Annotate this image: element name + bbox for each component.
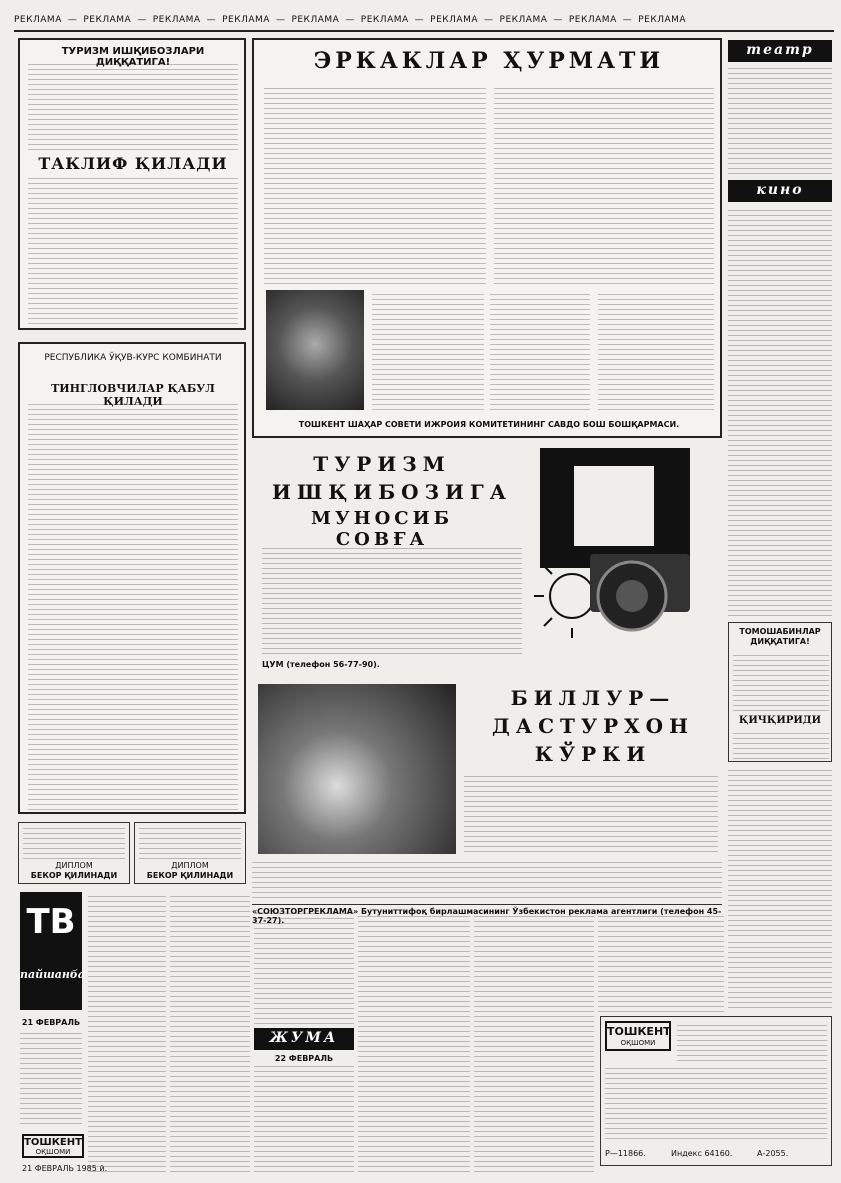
crystal-ad-photo xyxy=(258,684,456,854)
perfume-ad xyxy=(252,38,722,438)
spectators-text xyxy=(733,651,829,711)
perfume-ad-heading: ЭРКАКЛАР ҲУРМАТИ xyxy=(313,48,665,74)
tv-schedule-col-5 xyxy=(474,912,594,1172)
camera-lens-inner xyxy=(616,580,648,612)
camera-ad-line3: МУНОСИБ СОВҒА xyxy=(311,508,453,550)
crystal-ad xyxy=(252,684,722,856)
tv-schedule-col-3 xyxy=(254,912,354,1024)
diploma-left-label: ДИПЛОМ xyxy=(55,861,93,870)
tv-weekday: пайшанба xyxy=(20,968,85,981)
index-code: Р—11866. xyxy=(605,1149,646,1158)
tourism-ad-heading: ТУРИЗМ ИШҚИБОЗЛАРИ ДИҚҚАТИГА! xyxy=(61,46,205,68)
ads-label: РЕКЛАМА xyxy=(222,15,270,25)
index-label: Индекс 64160. xyxy=(671,1149,733,1158)
camera-ad-line1: ТУРИЗМ xyxy=(313,452,451,476)
tv-schedule-thursday xyxy=(20,1032,82,1124)
toshkent-info-name: ТОШКЕНТ xyxy=(607,1025,671,1038)
order-label: А-2055. xyxy=(757,1149,789,1158)
ads-header-strip: РЕКЛАМА — РЕКЛАМА — РЕКЛАМА — РЕКЛАМА — РЕКЛАМА — РЕКЛАМА — РЕКЛАМА — РЕКЛАМА — РЕКЛАМА — РЕКЛАМА xyxy=(14,10,834,32)
ads-label: РЕКЛАМА xyxy=(152,15,201,25)
crystal-ad-line2: ДАСТУРХОН xyxy=(492,714,694,738)
toshkent-info-sub: ОҚШОМИ xyxy=(620,1039,656,1047)
theatre-listing xyxy=(728,66,832,174)
paper-logo-bottom xyxy=(22,1134,84,1158)
cinema-listing xyxy=(728,206,832,616)
toshkent-info-text-1 xyxy=(677,1021,827,1061)
perfume-ad-text-right xyxy=(494,84,714,284)
tourism-ad-intro xyxy=(28,64,238,150)
tourism-ad-body xyxy=(28,178,238,324)
combine-ad xyxy=(18,342,246,814)
tourism-ad xyxy=(18,38,246,330)
tv-logo-block xyxy=(20,892,85,1010)
spectators-heading: ТОМОШАБИНЛАР ДИҚҚАТИГА! xyxy=(739,627,821,646)
ads-label: РЕКЛАМА xyxy=(499,15,548,25)
combine-ad-body xyxy=(28,402,238,810)
tv-schedule-col-6 xyxy=(598,912,724,1012)
theatre-schedule-lower-2 xyxy=(728,938,832,1008)
camera-ad-text xyxy=(262,544,522,654)
diploma-notice-right xyxy=(134,822,246,884)
ads-label: РЕКЛАМА xyxy=(360,15,409,25)
ads-label: РЕКЛАМА xyxy=(83,15,132,25)
diploma-right-label: ДИПЛОМ xyxy=(171,861,209,870)
jума-date: 22 ФЕВРАЛЬ xyxy=(274,1054,334,1063)
combine-ad-invite: ТИНГЛОВЧИЛАР ҚАБУЛ ҚИЛАДИ xyxy=(51,382,215,408)
paper-logo-sub: ОҚШОМИ xyxy=(35,1148,71,1156)
tv-schedule-col-3b xyxy=(254,1066,354,1172)
ads-label: РЕКЛАМА xyxy=(568,15,617,25)
camera-sun-icon xyxy=(550,574,594,618)
camera-ad-line2: ИШҚИБОЗИГА xyxy=(272,480,513,504)
tv-schedule-col-4 xyxy=(358,912,470,1172)
cinema-heading: кино xyxy=(756,182,804,198)
theatre-schedule-lower xyxy=(728,766,832,936)
ads-label: РЕКЛАМА xyxy=(291,15,340,25)
camera-ad xyxy=(252,446,722,678)
perfume-ad-photo xyxy=(266,290,364,410)
toshkent-info-box xyxy=(600,1016,832,1166)
crystal-ad-line1: БИЛЛУР— xyxy=(510,686,676,710)
crystal-ad-line3: КЎРКИ xyxy=(534,742,652,766)
theatre-heading-bar xyxy=(728,40,832,62)
toshkent-info-address xyxy=(605,1067,827,1139)
crystal-ad-text xyxy=(464,774,718,852)
perfume-ad-shops-1 xyxy=(372,290,484,410)
paper-date: 21 ФЕВРАЛЬ 1985 й. xyxy=(22,1164,108,1173)
perfume-ad-text-left xyxy=(264,84,486,284)
perfume-ad-footer: ТОШКЕНТ ШАҲАР СОВЕТИ ИЖРОИЯ КОМИТЕТИНИНГ САВДО БОШ БОШҚАРМАСИ. xyxy=(298,420,680,429)
diploma-left-value: БЕКОР ҚИЛИНАДИ xyxy=(30,871,118,880)
camera-ad-store: ЦУМ (телефон 56-77-90). xyxy=(262,660,380,669)
tv-schedule-col-2 xyxy=(170,892,250,1172)
ads-label: РЕКЛАМА xyxy=(430,15,479,25)
jума-heading-bar xyxy=(254,1028,354,1050)
tourism-ad-invite: ТАКЛИФ ҚИЛАДИ xyxy=(38,154,228,173)
spectators-show: ҚИЧҚИРИДИ xyxy=(738,715,822,726)
diploma-notice-left xyxy=(18,822,130,884)
perfume-ad-shops-2 xyxy=(490,290,590,410)
ads-label: РЕКЛАМА xyxy=(638,15,687,25)
spectators-box xyxy=(728,622,832,762)
soyuztorg-line: «СОЮЗТОРГРЕКЛАМА» Бутуниттифоқ бирлашмасининг Ўзбекистон реклама агентлиги (телефон 45-37-27). xyxy=(252,904,722,925)
diploma-right-value: БЕКОР ҚИЛИНАДИ xyxy=(146,871,234,880)
combine-ad-heading: РЕСПУБЛИКА ЎҚУВ-КУРС КОМБИНАТИ xyxy=(44,353,222,363)
ads-label: РЕКЛАМА xyxy=(14,15,62,25)
crystal-ad-bottom-text xyxy=(252,858,722,898)
cinema-heading-bar xyxy=(728,180,832,202)
perfume-ad-shops-3 xyxy=(598,290,714,410)
jума-heading: ЖУМА xyxy=(269,1030,339,1046)
tv-date: 21 ФЕВРАЛЬ xyxy=(21,1018,81,1027)
tv-schedule-col-1 xyxy=(88,892,166,1172)
paper-logo-name: ТОШКЕНТ xyxy=(24,1137,82,1148)
camera-inner-square xyxy=(574,466,654,546)
camera-illustration xyxy=(534,446,720,674)
theatre-heading: театр xyxy=(746,42,814,58)
toshkent-info-logo xyxy=(605,1021,671,1051)
tv-logo: ТВ xyxy=(26,902,76,942)
